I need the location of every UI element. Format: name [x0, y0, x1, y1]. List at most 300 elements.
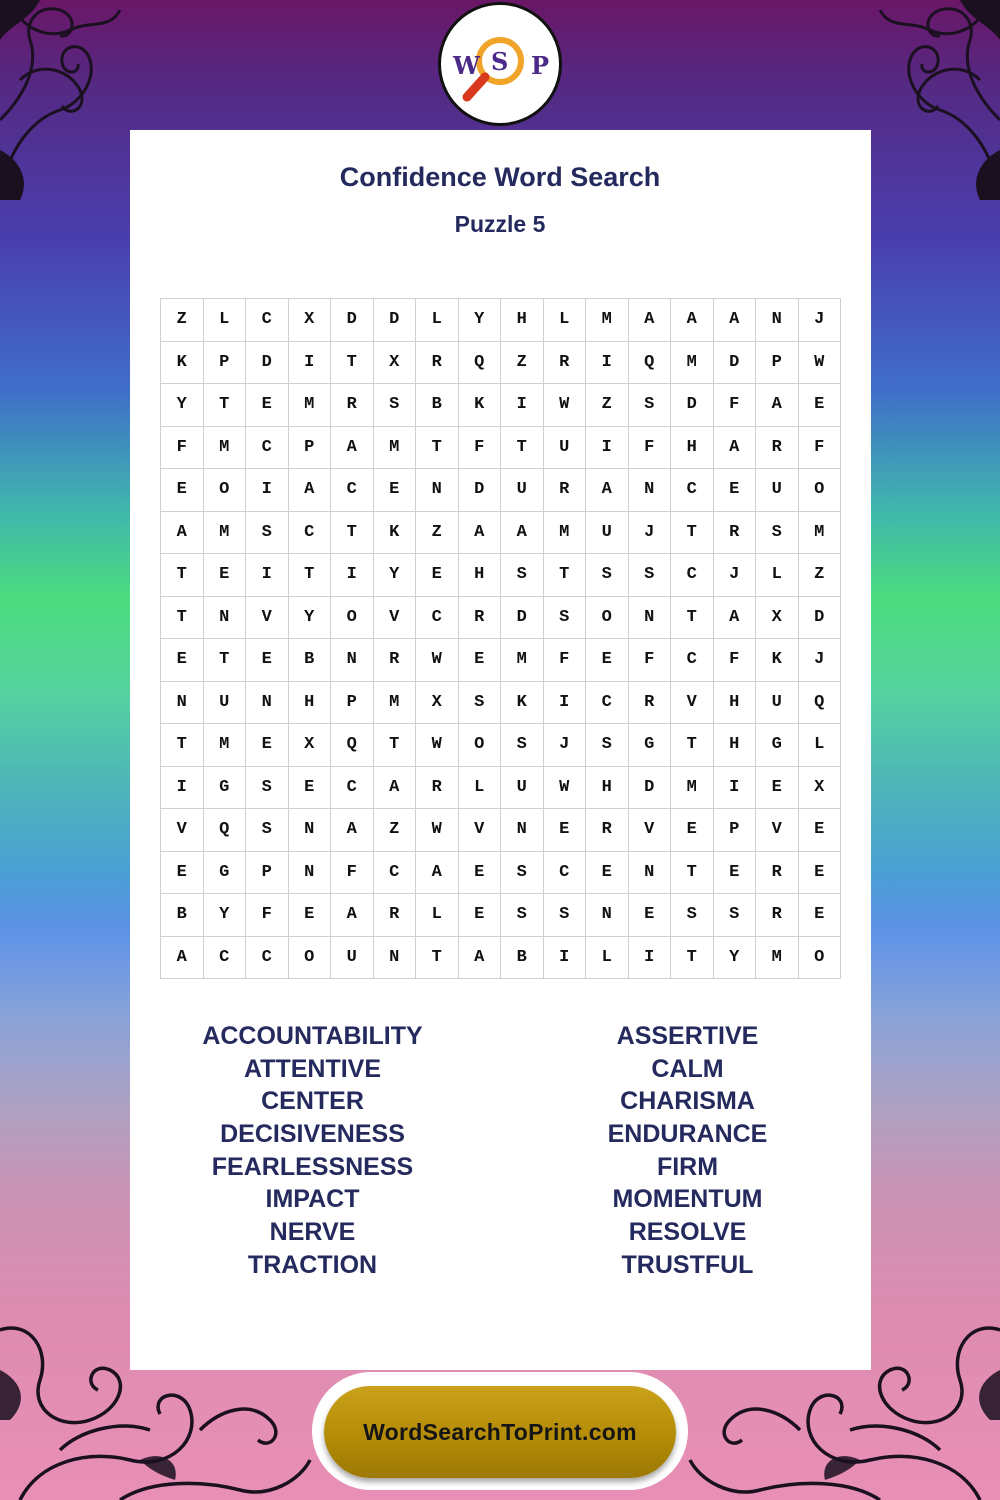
grid-cell[interactable]: D — [246, 341, 289, 384]
grid-cell[interactable]: Z — [373, 809, 416, 852]
grid-cell[interactable]: P — [203, 341, 246, 384]
grid-cell[interactable]: M — [203, 724, 246, 767]
grid-cell[interactable]: O — [586, 596, 629, 639]
grid-cell[interactable]: S — [586, 724, 629, 767]
grid-cell[interactable]: L — [416, 299, 459, 342]
grid-cell[interactable]: T — [331, 511, 374, 554]
grid-row — [161, 469, 841, 512]
grid-cell[interactable]: T — [416, 426, 459, 469]
grid-cell[interactable]: A — [671, 299, 714, 342]
grid-cell[interactable]: J — [628, 511, 671, 554]
grid-cell[interactable]: O — [458, 724, 501, 767]
grid-cell[interactable]: A — [713, 299, 756, 342]
bottom-left-ornament — [0, 1310, 320, 1500]
grid-cell[interactable]: M — [501, 639, 544, 682]
grid-cell[interactable]: W — [543, 384, 586, 427]
grid-cell[interactable]: R — [713, 511, 756, 554]
grid-cell[interactable]: T — [161, 596, 204, 639]
grid-cell[interactable]: D — [501, 596, 544, 639]
grid-cell[interactable]: I — [543, 681, 586, 724]
grid-cell[interactable]: A — [713, 426, 756, 469]
grid-cell[interactable]: X — [416, 681, 459, 724]
grid-cell[interactable]: G — [203, 766, 246, 809]
grid-cell[interactable]: J — [713, 554, 756, 597]
logo-letter-s: S — [491, 47, 509, 76]
grid-cell[interactable]: D — [628, 766, 671, 809]
grid-cell[interactable]: B — [161, 894, 204, 937]
grid-cell[interactable]: S — [246, 511, 289, 554]
logo-letter-p: P — [531, 51, 550, 80]
grid-cell[interactable]: U — [331, 936, 374, 979]
grid-cell[interactable]: Q — [203, 809, 246, 852]
grid-cell[interactable]: D — [798, 596, 841, 639]
grid-cell[interactable]: T — [671, 936, 714, 979]
grid-cell[interactable]: H — [671, 426, 714, 469]
grid-cell[interactable]: R — [756, 851, 799, 894]
grid-cell[interactable]: T — [671, 511, 714, 554]
grid-cell[interactable]: A — [416, 851, 459, 894]
grid-row — [161, 554, 841, 597]
grid-cell[interactable]: U — [756, 681, 799, 724]
grid-cell[interactable]: W — [416, 639, 459, 682]
grid-cell[interactable]: O — [203, 469, 246, 512]
grid-cell[interactable]: E — [628, 894, 671, 937]
grid-cell[interactable]: I — [288, 341, 331, 384]
grid-cell[interactable]: S — [501, 851, 544, 894]
grid-cell[interactable]: L — [586, 936, 629, 979]
grid-cell[interactable]: Z — [161, 299, 204, 342]
grid-cell[interactable]: R — [543, 341, 586, 384]
grid-cell[interactable]: R — [543, 469, 586, 512]
grid-cell[interactable]: S — [458, 681, 501, 724]
grid-cell[interactable]: A — [161, 936, 204, 979]
word-item: CENTER — [261, 1087, 364, 1116]
grid-cell[interactable]: F — [798, 426, 841, 469]
grid-cell[interactable]: R — [756, 426, 799, 469]
grid-cell[interactable]: E — [246, 639, 289, 682]
grid-cell[interactable]: N — [501, 809, 544, 852]
grid-cell[interactable]: M — [203, 426, 246, 469]
grid-cell[interactable]: N — [246, 681, 289, 724]
grid-cell[interactable]: A — [586, 469, 629, 512]
grid-cell[interactable]: E — [713, 851, 756, 894]
grid-cell[interactable]: I — [713, 766, 756, 809]
grid-cell[interactable]: A — [501, 511, 544, 554]
grid-cell[interactable]: M — [586, 299, 629, 342]
grid-cell[interactable]: Q — [331, 724, 374, 767]
grid-cell[interactable]: V — [373, 596, 416, 639]
grid-cell[interactable]: H — [288, 681, 331, 724]
grid-cell[interactable]: C — [543, 851, 586, 894]
grid-cell[interactable]: A — [628, 299, 671, 342]
grid-cell[interactable]: N — [628, 851, 671, 894]
grid-cell[interactable]: T — [416, 936, 459, 979]
grid-cell[interactable]: F — [628, 426, 671, 469]
grid-cell[interactable]: E — [713, 469, 756, 512]
grid-cell[interactable]: A — [288, 469, 331, 512]
grid-cell[interactable]: Y — [458, 299, 501, 342]
grid-cell[interactable]: T — [671, 851, 714, 894]
grid-cell[interactable]: S — [373, 384, 416, 427]
grid-row — [161, 894, 841, 937]
grid-cell[interactable]: M — [671, 766, 714, 809]
grid-cell[interactable]: D — [458, 469, 501, 512]
grid-cell[interactable]: F — [458, 426, 501, 469]
grid-cell[interactable]: Z — [501, 341, 544, 384]
grid-cell[interactable]: D — [671, 384, 714, 427]
grid-cell[interactable]: P — [713, 809, 756, 852]
grid-cell[interactable]: F — [543, 639, 586, 682]
grid-cell[interactable]: T — [288, 554, 331, 597]
grid-cell[interactable]: W — [543, 766, 586, 809]
grid-cell[interactable]: H — [713, 724, 756, 767]
word-list-right — [535, 1020, 840, 1282]
grid-cell[interactable]: N — [416, 469, 459, 512]
grid-cell[interactable]: M — [671, 341, 714, 384]
grid-cell[interactable]: T — [161, 724, 204, 767]
grid-cell[interactable]: E — [203, 554, 246, 597]
grid-cell[interactable]: R — [373, 894, 416, 937]
grid-cell[interactable]: I — [246, 469, 289, 512]
grid-cell[interactable]: C — [416, 596, 459, 639]
grid-cell[interactable]: E — [798, 384, 841, 427]
grid-cell[interactable]: C — [671, 469, 714, 512]
grid-cell[interactable]: K — [373, 511, 416, 554]
grid-cell[interactable]: S — [501, 554, 544, 597]
grid-cell[interactable]: E — [586, 639, 629, 682]
word-item: MOMENTUM — [612, 1185, 763, 1214]
grid-cell[interactable]: S — [756, 511, 799, 554]
grid-cell[interactable]: K — [458, 384, 501, 427]
grid-cell[interactable]: O — [798, 936, 841, 979]
grid-cell[interactable]: L — [203, 299, 246, 342]
grid-cell[interactable]: Z — [798, 554, 841, 597]
grid-cell[interactable]: R — [628, 681, 671, 724]
page-title: Confidence Word Search — [339, 162, 661, 192]
grid-cell[interactable]: G — [203, 851, 246, 894]
grid-cell[interactable]: Q — [798, 681, 841, 724]
grid-cell[interactable]: Y — [373, 554, 416, 597]
grid-cell[interactable]: C — [203, 936, 246, 979]
grid-cell[interactable]: H — [458, 554, 501, 597]
grid-cell[interactable]: A — [373, 766, 416, 809]
word-item: NERVE — [269, 1218, 356, 1247]
grid-cell[interactable]: S — [501, 724, 544, 767]
grid-cell[interactable]: J — [798, 639, 841, 682]
grid-cell[interactable]: Y — [161, 384, 204, 427]
grid-cell[interactable]: T — [501, 426, 544, 469]
grid-cell[interactable]: T — [373, 724, 416, 767]
grid-cell[interactable]: E — [458, 894, 501, 937]
grid-cell[interactable]: W — [416, 724, 459, 767]
word-item: FIRM — [656, 1152, 719, 1181]
grid-cell[interactable]: F — [331, 851, 374, 894]
grid-cell[interactable]: I — [586, 426, 629, 469]
grid-cell[interactable]: F — [246, 894, 289, 937]
grid-cell[interactable]: E — [161, 469, 204, 512]
grid-cell[interactable]: R — [586, 809, 629, 852]
grid-cell[interactable]: C — [586, 681, 629, 724]
grid-cell[interactable]: M — [203, 511, 246, 554]
site-logo[interactable] — [438, 2, 562, 126]
grid-cell[interactable]: B — [416, 384, 459, 427]
word-item: IMPACT — [265, 1185, 360, 1214]
grid-cell[interactable]: Z — [586, 384, 629, 427]
grid-cell[interactable]: A — [161, 511, 204, 554]
grid-cell[interactable]: C — [246, 426, 289, 469]
word-item: CHARISMA — [620, 1087, 755, 1116]
grid-cell[interactable]: E — [798, 851, 841, 894]
grid-cell[interactable]: B — [501, 936, 544, 979]
grid-cell[interactable]: C — [331, 469, 374, 512]
grid-cell[interactable]: A — [331, 809, 374, 852]
grid-cell[interactable]: X — [798, 766, 841, 809]
grid-row — [161, 766, 841, 809]
grid-cell[interactable]: E — [416, 554, 459, 597]
grid-cell[interactable]: U — [586, 511, 629, 554]
grid-cell[interactable]: I — [628, 936, 671, 979]
grid-cell[interactable]: V — [671, 681, 714, 724]
grid-cell[interactable]: R — [416, 766, 459, 809]
grid-cell[interactable]: E — [543, 809, 586, 852]
grid-cell[interactable]: C — [331, 766, 374, 809]
grid-cell[interactable]: U — [203, 681, 246, 724]
grid-cell[interactable]: Y — [288, 596, 331, 639]
grid-cell[interactable]: E — [373, 469, 416, 512]
grid-cell[interactable]: H — [713, 681, 756, 724]
grid-cell[interactable]: B — [288, 639, 331, 682]
grid-cell[interactable]: N — [288, 851, 331, 894]
grid-cell[interactable]: A — [756, 384, 799, 427]
grid-cell[interactable]: T — [543, 554, 586, 597]
grid-row — [161, 681, 841, 724]
grid-cell[interactable]: O — [288, 936, 331, 979]
grid-row — [161, 426, 841, 469]
grid-cell[interactable]: R — [373, 639, 416, 682]
grid-cell[interactable]: Y — [713, 936, 756, 979]
word-list-left — [160, 1020, 465, 1282]
word-item: DECISIVENESS — [220, 1120, 405, 1149]
website-link[interactable]: WordSearchToPrint.com — [324, 1386, 676, 1478]
word-item: ASSERTIVE — [616, 1022, 759, 1050]
grid-cell[interactable]: S — [671, 894, 714, 937]
grid-cell[interactable]: E — [161, 639, 204, 682]
grid-row — [161, 341, 841, 384]
grid-cell[interactable]: P — [331, 681, 374, 724]
word-item: TRACTION — [247, 1250, 378, 1279]
grid-cell[interactable]: S — [628, 554, 671, 597]
grid-cell[interactable]: Q — [458, 341, 501, 384]
grid-cell[interactable]: D — [331, 299, 374, 342]
grid-cell[interactable]: S — [246, 766, 289, 809]
grid-cell[interactable]: L — [543, 299, 586, 342]
grid-cell[interactable]: Q — [628, 341, 671, 384]
grid-row — [161, 936, 841, 979]
grid-cell[interactable]: D — [373, 299, 416, 342]
grid-cell[interactable]: I — [501, 384, 544, 427]
grid-cell[interactable]: H — [501, 299, 544, 342]
grid-cell[interactable]: M — [798, 511, 841, 554]
grid-cell[interactable]: U — [501, 469, 544, 512]
grid-cell[interactable]: R — [458, 596, 501, 639]
grid-cell[interactable]: A — [458, 511, 501, 554]
letter-grid — [160, 298, 841, 979]
grid-cell[interactable]: T — [331, 341, 374, 384]
grid-cell[interactable]: S — [713, 894, 756, 937]
grid-cell[interactable]: N — [628, 596, 671, 639]
grid-cell[interactable]: P — [246, 851, 289, 894]
grid-cell[interactable]: U — [501, 766, 544, 809]
puzzle-subtitle: Puzzle 5 — [454, 211, 546, 237]
grid-cell[interactable]: U — [756, 469, 799, 512]
grid-cell[interactable]: W — [416, 809, 459, 852]
grid-cell[interactable]: L — [416, 894, 459, 937]
grid-cell[interactable]: N — [373, 936, 416, 979]
grid-row — [161, 596, 841, 639]
grid-cell[interactable]: P — [288, 426, 331, 469]
grid-row — [161, 511, 841, 554]
grid-cell[interactable]: L — [458, 766, 501, 809]
grid-cell[interactable]: K — [756, 639, 799, 682]
grid-cell[interactable]: E — [586, 851, 629, 894]
grid-cell[interactable]: A — [331, 894, 374, 937]
grid-cell[interactable]: S — [628, 384, 671, 427]
grid-cell[interactable]: I — [161, 766, 204, 809]
grid-cell[interactable]: J — [798, 299, 841, 342]
grid-cell[interactable]: T — [203, 639, 246, 682]
grid-cell[interactable]: X — [288, 299, 331, 342]
grid-cell[interactable]: I — [586, 341, 629, 384]
word-item: CALM — [651, 1054, 724, 1083]
word-item: TRUSTFUL — [621, 1250, 754, 1279]
grid-cell[interactable]: E — [798, 894, 841, 937]
grid-cell[interactable]: J — [543, 724, 586, 767]
grid-cell[interactable]: Z — [416, 511, 459, 554]
grid-cell[interactable]: N — [628, 469, 671, 512]
grid-cell[interactable]: S — [501, 894, 544, 937]
grid-cell[interactable]: K — [161, 341, 204, 384]
grid-cell[interactable]: F — [628, 639, 671, 682]
grid-cell[interactable]: C — [671, 554, 714, 597]
word-item: ENDURANCE — [607, 1120, 768, 1149]
grid-cell[interactable]: F — [713, 384, 756, 427]
grid-cell[interactable]: X — [288, 724, 331, 767]
grid-row — [161, 639, 841, 682]
grid-cell[interactable]: N — [161, 681, 204, 724]
grid-cell[interactable]: C — [246, 936, 289, 979]
bottom-right-ornament — [680, 1310, 1000, 1500]
grid-cell[interactable]: A — [458, 936, 501, 979]
grid-cell[interactable]: R — [331, 384, 374, 427]
grid-row — [161, 724, 841, 767]
grid-cell[interactable]: O — [798, 469, 841, 512]
grid-cell[interactable]: T — [671, 596, 714, 639]
grid-cell[interactable]: X — [373, 341, 416, 384]
grid-cell[interactable]: I — [246, 554, 289, 597]
grid-cell[interactable]: E — [458, 851, 501, 894]
word-item: RESOLVE — [628, 1218, 747, 1247]
grid-cell[interactable]: E — [756, 766, 799, 809]
grid-cell[interactable]: S — [246, 809, 289, 852]
grid-cell[interactable]: N — [203, 596, 246, 639]
grid-cell[interactable]: M — [288, 384, 331, 427]
grid-cell[interactable]: C — [373, 851, 416, 894]
grid-cell[interactable]: E — [798, 809, 841, 852]
grid-cell[interactable]: R — [416, 341, 459, 384]
grid-cell[interactable]: U — [543, 426, 586, 469]
grid-cell[interactable]: S — [543, 596, 586, 639]
grid-cell[interactable]: V — [756, 809, 799, 852]
grid-cell[interactable]: N — [288, 809, 331, 852]
grid-cell[interactable]: S — [543, 894, 586, 937]
grid-cell[interactable]: I — [543, 936, 586, 979]
grid-cell[interactable]: T — [203, 384, 246, 427]
word-item: FEARLESSNESS — [211, 1152, 414, 1181]
grid-cell[interactable]: I — [331, 554, 374, 597]
grid-cell[interactable]: C — [288, 511, 331, 554]
grid-cell[interactable]: L — [756, 554, 799, 597]
grid-cell[interactable]: T — [161, 554, 204, 597]
grid-cell[interactable]: C — [671, 639, 714, 682]
grid-cell[interactable]: L — [798, 724, 841, 767]
grid-cell[interactable]: K — [501, 681, 544, 724]
grid-cell[interactable]: A — [713, 596, 756, 639]
grid-cell[interactable]: E — [246, 384, 289, 427]
grid-cell[interactable]: E — [161, 851, 204, 894]
grid-cell[interactable]: P — [756, 341, 799, 384]
grid-cell[interactable]: T — [671, 724, 714, 767]
grid-cell[interactable]: R — [756, 894, 799, 937]
grid-row — [161, 299, 841, 342]
grid-cell[interactable]: C — [246, 299, 289, 342]
grid-cell[interactable]: E — [671, 809, 714, 852]
grid-cell[interactable]: N — [586, 894, 629, 937]
grid-cell[interactable]: F — [161, 426, 204, 469]
word-item: ATTENTIVE — [243, 1054, 382, 1083]
grid-cell[interactable]: O — [331, 596, 374, 639]
grid-row — [161, 851, 841, 894]
grid-cell[interactable]: V — [161, 809, 204, 852]
grid-cell[interactable]: M — [373, 426, 416, 469]
grid-row — [161, 809, 841, 852]
grid-cell[interactable]: H — [586, 766, 629, 809]
grid-cell[interactable]: V — [628, 809, 671, 852]
grid-cell[interactable]: G — [628, 724, 671, 767]
grid-cell[interactable]: X — [756, 596, 799, 639]
grid-cell[interactable]: V — [246, 596, 289, 639]
word-item: ACCOUNTABILITY — [202, 1022, 423, 1050]
grid-cell[interactable]: S — [586, 554, 629, 597]
grid-cell[interactable]: F — [713, 639, 756, 682]
logo-letter-w: W — [453, 51, 480, 80]
grid-cell[interactable]: Y — [203, 894, 246, 937]
grid-cell[interactable]: G — [756, 724, 799, 767]
grid-cell[interactable]: N — [756, 299, 799, 342]
grid-cell[interactable]: M — [543, 511, 586, 554]
grid-cell[interactable]: N — [331, 639, 374, 682]
grid-cell[interactable]: E — [458, 639, 501, 682]
grid-cell[interactable]: V — [458, 809, 501, 852]
grid-row — [161, 384, 841, 427]
grid-cell[interactable]: E — [246, 724, 289, 767]
grid-cell[interactable]: W — [798, 341, 841, 384]
grid-cell[interactable]: A — [331, 426, 374, 469]
grid-cell[interactable]: E — [288, 766, 331, 809]
grid-cell[interactable]: M — [373, 681, 416, 724]
grid-cell[interactable]: D — [713, 341, 756, 384]
grid-cell[interactable]: E — [288, 894, 331, 937]
grid-cell[interactable]: M — [756, 936, 799, 979]
